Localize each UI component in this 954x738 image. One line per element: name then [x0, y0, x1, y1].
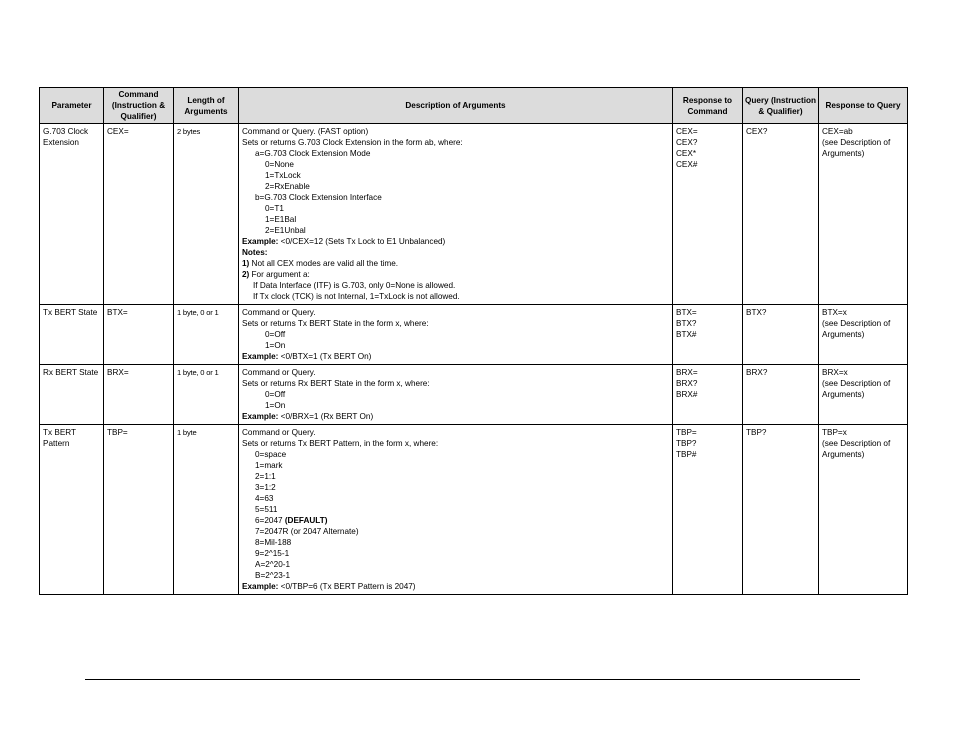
pattern-option: B=2^23-1 [255, 571, 291, 580]
command-cell: TBP= [104, 425, 174, 595]
parameter-cell: Rx BERT State [40, 365, 104, 425]
response-item: BRX# [676, 390, 698, 399]
notes-label: Notes: [242, 248, 268, 257]
desc-line: Command or Query. [242, 428, 316, 437]
response-item: BTX# [676, 330, 697, 339]
header-command: Command (Instruction & Qualifier) [104, 88, 174, 124]
desc-line: Command or Query. (FAST option) [242, 127, 369, 136]
note-text: Not all CEX modes are valid all the time. [249, 259, 399, 268]
response-query-line: (see Description of [822, 379, 891, 388]
pattern-option [242, 515, 669, 526]
example-line [242, 236, 669, 247]
note-line [242, 269, 669, 280]
pattern-option-text: 6=2047 [255, 516, 285, 525]
desc-line: Sets or returns Rx BERT State in the form x, where: [242, 379, 430, 388]
command-cell: BRX= [104, 365, 174, 425]
table-row [40, 365, 908, 425]
desc-line: 0=Off [265, 390, 286, 399]
example-text: <0/BRX=1 (Rx BERT On) [278, 412, 374, 421]
response-item: TBP? [676, 439, 697, 448]
header-query: Query (Instruction & Qualifier) [743, 88, 819, 124]
pattern-option: 8=Mil-188 [255, 538, 292, 547]
pattern-option: 1=mark [255, 461, 283, 470]
pattern-option: 7=2047R (or 2047 Alternate) [255, 527, 359, 536]
note-subline: If Data Interface (ITF) is G.703, only 0=None is allowed. [253, 281, 456, 290]
desc-line: Command or Query. [242, 368, 316, 377]
response-item: CEX# [676, 160, 698, 169]
query-cell: BTX? [743, 305, 819, 365]
length-cell: 2 bytes [174, 124, 239, 305]
query-cell: CEX? [743, 124, 819, 305]
note-number: 2) [242, 270, 250, 279]
desc-line: 1=TxLock [265, 171, 301, 180]
note-line [242, 258, 669, 269]
response-cell [673, 305, 743, 365]
example-text: <0/CEX=12 (Sets Tx Lock to E1 Unbalanced) [278, 237, 446, 246]
response-query-line: BTX=x [822, 308, 847, 317]
pattern-option: 4=63 [255, 494, 274, 503]
length-cell: 1 byte, 0 or 1 [174, 305, 239, 365]
note-text: For argument a: [249, 270, 310, 279]
response-to-query-cell [819, 425, 908, 595]
response-item: TBP= [676, 428, 697, 437]
description-cell [239, 425, 673, 595]
response-to-query-cell [819, 124, 908, 305]
desc-line: 1=On [265, 401, 286, 410]
desc-line: Sets or returns Tx BERT State in the form x, where: [242, 319, 429, 328]
pattern-option: 2=1:1 [255, 472, 276, 481]
desc-line: 2=E1Unbal [265, 226, 306, 235]
response-item: BTX? [676, 319, 697, 328]
command-table [39, 87, 908, 595]
desc-line: 0=T1 [265, 204, 284, 213]
desc-line: 0=Off [265, 330, 286, 339]
response-query-line: Arguments) [822, 390, 865, 399]
desc-line: Command or Query. [242, 308, 316, 317]
parameter-cell: Tx BERT State [40, 305, 104, 365]
header-parameter: Parameter [40, 88, 104, 124]
command-cell: CEX= [104, 124, 174, 305]
response-item: BTX= [676, 308, 697, 317]
example-text: <0/BTX=1 (Tx BERT On) [278, 352, 372, 361]
length-cell: 1 byte, 0 or 1 [174, 365, 239, 425]
response-cell [673, 425, 743, 595]
example-label: Example: [242, 582, 279, 591]
table-row [40, 425, 908, 595]
desc-line: 2=RxEnable [265, 182, 310, 191]
response-item: CEX* [676, 149, 697, 158]
table-row [40, 305, 908, 365]
parameter-cell: Tx BERT Pattern [40, 425, 104, 595]
note-subline: If Tx clock (TCK) is not Internal, 1=TxLock is not allowed. [253, 292, 460, 301]
pattern-option: 9=2^15-1 [255, 549, 290, 558]
pattern-option: 0=space [255, 450, 287, 459]
description-cell [239, 124, 673, 305]
response-item: TBP# [676, 450, 697, 459]
example-line [242, 411, 669, 422]
length-cell: 1 byte [174, 425, 239, 595]
response-cell [673, 365, 743, 425]
response-item: BRX? [676, 379, 698, 388]
response-query-line: BRX=x [822, 368, 848, 377]
desc-line: 0=None [265, 160, 294, 169]
table-row [40, 124, 908, 305]
desc-line: b=G.703 Clock Extension Interface [255, 193, 382, 202]
query-cell: BRX? [743, 365, 819, 425]
response-to-query-cell [819, 365, 908, 425]
default-marker: (DEFAULT) [284, 516, 328, 525]
example-label: Example: [242, 352, 279, 361]
description-cell [239, 305, 673, 365]
response-query-line: Arguments) [822, 450, 865, 459]
footer-divider [85, 679, 860, 680]
response-item: BRX= [676, 368, 698, 377]
response-cell [673, 124, 743, 305]
response-item: CEX= [676, 127, 698, 136]
example-label: Example: [242, 237, 279, 246]
example-label: Example: [242, 412, 279, 421]
pattern-option: A=2^20-1 [255, 560, 291, 569]
note-number: 1) [242, 259, 250, 268]
header-description: Description of Arguments [239, 88, 673, 124]
desc-line: Sets or returns G.703 Clock Extension in the form ab, where: [242, 138, 463, 147]
description-cell [239, 365, 673, 425]
example-text: <0/TBP=6 (Tx BERT Pattern is 2047) [278, 582, 416, 591]
header-response-to-query: Response to Query [819, 88, 908, 124]
example-line [242, 351, 669, 362]
response-query-line: (see Description of [822, 138, 891, 147]
desc-line: a=G.703 Clock Extension Mode [255, 149, 371, 158]
response-query-line: Arguments) [822, 330, 865, 339]
header-row [40, 88, 908, 124]
header-response-to-command: Response to Command [673, 88, 743, 124]
response-query-line: CEX=ab [822, 127, 853, 136]
response-to-query-cell [819, 305, 908, 365]
command-cell: BTX= [104, 305, 174, 365]
response-item: CEX? [676, 138, 698, 147]
desc-line: 1=E1Bal [265, 215, 297, 224]
response-query-line: Arguments) [822, 149, 865, 158]
query-cell: TBP? [743, 425, 819, 595]
response-query-line: (see Description of [822, 439, 891, 448]
response-query-line: TBP=x [822, 428, 847, 437]
desc-line: Sets or returns Tx BERT Pattern, in the form x, where: [242, 439, 439, 448]
header-length: Length of Arguments [174, 88, 239, 124]
example-line [242, 581, 669, 592]
response-query-line: (see Description of [822, 319, 891, 328]
pattern-option: 3=1:2 [255, 483, 276, 492]
pattern-option: 5=511 [255, 505, 278, 514]
parameter-cell: G.703 Clock Extension [40, 124, 104, 305]
desc-line: 1=On [265, 341, 286, 350]
